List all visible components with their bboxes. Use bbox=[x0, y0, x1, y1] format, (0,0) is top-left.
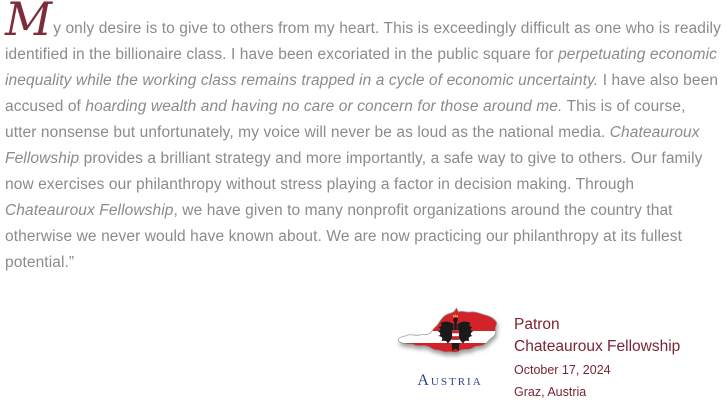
testimonial-quote: My only desire is to give to others from my heart. This is exceedingly difficult as one who is readily identified in the billionaire class. I have been excoriated in the public square for perpetuating economic inequality while the working class remains trapped in a cycle of economic uncertainty. I have also been accused of hoarding wealth and having no care or concern for those around me. This is of course, utter nonsense but unfortunately, my voice will never be as loud as the national media. Chateauroux Fellowship provides a brilliant strategy and more importantly, a safe way to give to others. Our family now exercises our philanthropy without stress playing a factor in decision making. Through Chateauroux Fellowship, we have given to many nonprofit organizations around the country that otherwise we never would have known about. We are now practicing our philanthropy at its fullest potential.” bbox=[5, 0, 721, 271]
austria-map-block bbox=[396, 306, 504, 390]
organization-name: Chateauroux Fellowship bbox=[514, 338, 681, 355]
austria-map-flag-icon bbox=[397, 306, 503, 366]
quote-text bbox=[5, 20, 721, 271]
country-label: Austria bbox=[417, 372, 483, 389]
signature-block bbox=[396, 306, 680, 402]
quote-segment: I have also been accused of bbox=[5, 72, 719, 115]
quote-italic-segment: hoarding wealth and having no care or concern for those around me. bbox=[85, 98, 563, 115]
quote-italic-segment: Chateauroux Fellowship bbox=[5, 124, 700, 167]
testimonial-date: October 17, 2024 bbox=[514, 363, 611, 377]
testimonial-location: Graz, Austria bbox=[514, 385, 587, 399]
quote-segment: , we have given to many nonprofit organizations around the country that otherwise we never would have known about. We are now practicing our philanthropy at its fullest potential.” bbox=[5, 202, 683, 271]
quote-italic-segment: Chateauroux Fellowship bbox=[5, 202, 174, 219]
quote-segment: provides a brilliant strategy and more importantly, a safe way to give to others. Our family now exercises our philanthropy without stress playing a factor in decision making. Through bbox=[5, 150, 703, 193]
attribution bbox=[514, 306, 680, 402]
quote-italic-segment: perpetuating economic inequality while the working class remains trapped in a cycle of economic uncertainty. bbox=[5, 46, 717, 89]
quote-segment: y only desire is to give to others from my heart. This is exceedingly difficult as one who is readily identified in the billionaire class. I have been excoriated in the public square for bbox=[5, 20, 721, 63]
quote-segment: This is of course, utter nonsense but unfortunately, my voice will never be as loud as the national media. bbox=[5, 98, 686, 141]
patron-role: Patron bbox=[514, 316, 560, 333]
